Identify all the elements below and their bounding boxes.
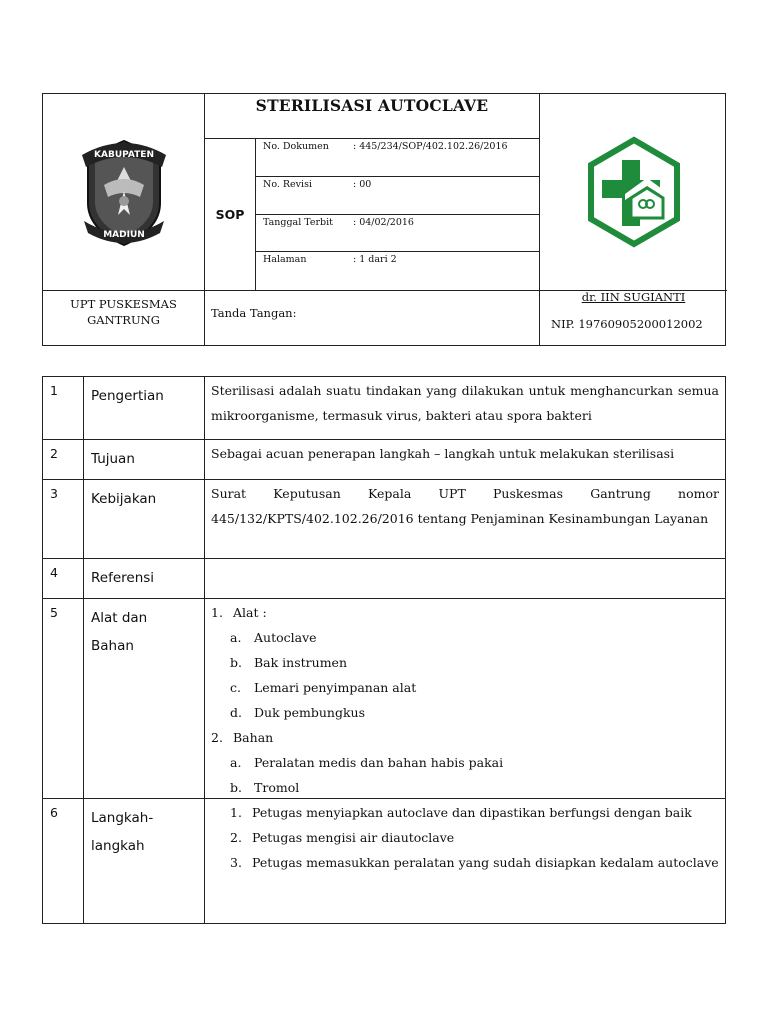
- list-text: Lemari penyimpanan alat: [254, 680, 417, 695]
- madiun-regency-emblem-icon: [74, 133, 174, 251]
- meta-key: Tanggal Terbit: [263, 216, 333, 228]
- puskesmas-logo-icon: [585, 136, 683, 248]
- institution-line-1: UPT PUSKESMAS: [70, 297, 177, 311]
- signature-label: Tanda Tangan:: [205, 290, 540, 346]
- list-item: [211, 625, 719, 650]
- list-letter: d.: [230, 705, 242, 720]
- row-text: Surat Keputusan Kepala UPT Puskesmas Gantrung nomor 445/132/KPTS/402.102.26/2016 tentang Penjaminan Kesinambungan Layanan: [211, 486, 719, 526]
- list-item: [211, 750, 719, 775]
- document-title-cell: [205, 94, 540, 139]
- table-row: [43, 599, 725, 799]
- list-letter: b.: [230, 655, 242, 670]
- meta-value: : 445/234/SOP/402.102.26/2016: [353, 141, 508, 152]
- row-label: Referensi: [84, 559, 205, 598]
- step-number: 2.: [230, 830, 242, 845]
- row-label: Tujuan: [84, 440, 205, 479]
- meta-row-revision: [256, 177, 540, 215]
- table-row: [43, 559, 725, 599]
- row-label: [84, 799, 205, 923]
- step-number: 1.: [230, 805, 242, 820]
- list-item: [211, 600, 719, 625]
- list-item: [211, 650, 719, 675]
- meta-key: No. Dokumen: [263, 141, 329, 152]
- sop-label: SOP: [205, 139, 256, 290]
- meta-row-issue-date: [256, 215, 540, 253]
- row-text: [205, 559, 725, 598]
- list-title: Alat :: [233, 605, 267, 620]
- list-letter: b.: [230, 780, 242, 795]
- row-number: 2: [43, 440, 84, 479]
- meta-value: : 1 dari 2: [353, 254, 397, 266]
- list-item: [211, 675, 719, 700]
- institution-line-2: GANTRUNG: [87, 313, 160, 327]
- step-text: Petugas mengisi air diautoclave: [252, 830, 455, 845]
- list-letter: a.: [230, 630, 242, 645]
- row-label: [84, 599, 205, 798]
- emblem-top-text: KABUPATEN: [93, 150, 154, 160]
- list-title: Bahan: [233, 730, 274, 745]
- signatory-nip: NIP. 19760905200012002: [551, 317, 703, 331]
- institution-name: [43, 290, 205, 346]
- meta-key: No. Revisi: [263, 178, 312, 190]
- row-label-line-2: langkah: [91, 838, 145, 854]
- row-text: Sebagai acuan penerapan langkah – langkah untuk melakukan sterilisasi: [211, 446, 675, 461]
- row-number: 6: [43, 799, 84, 923]
- list-letter: a.: [230, 755, 242, 770]
- list-text: Bak instrumen: [254, 655, 347, 670]
- list-letter: c.: [230, 680, 241, 695]
- row-number: 1: [43, 377, 84, 439]
- list-item: [211, 800, 719, 825]
- sop-content-table: [42, 376, 726, 924]
- list-item: [211, 725, 719, 750]
- table-row: [43, 799, 725, 924]
- list-item: [211, 850, 719, 875]
- list-text: Duk pembungkus: [254, 705, 366, 720]
- list-item: [211, 700, 719, 725]
- meta-value: : 00: [353, 178, 372, 190]
- emblem-bottom-text: MADIUN: [102, 230, 145, 240]
- meta-row-document-number: [256, 139, 540, 177]
- list-item: [211, 825, 719, 850]
- table-row: [43, 377, 725, 440]
- list-text: Peralatan medis dan bahan habis pakai: [254, 755, 504, 770]
- table-row: [43, 480, 725, 559]
- meta-row-page: [256, 252, 540, 290]
- row-number: 4: [43, 559, 84, 598]
- steps-list: [205, 799, 725, 923]
- list-text: Tromol: [254, 780, 300, 795]
- row-label: Pengertian: [84, 377, 205, 439]
- row-text: Sterilisasi adalah suatu tindakan yang dilakukan untuk menghancurkan semua mikroorganisme, termasuk virus, bakteri atau spora bakteri: [211, 383, 719, 423]
- row-number: 5: [43, 599, 84, 798]
- step-text: Petugas menyiapkan autoclave dan dipastikan berfungsi dengan baik: [252, 805, 692, 820]
- materials-list: [205, 599, 725, 798]
- puskesmas-logo-cell: [540, 94, 727, 290]
- regency-logo-cell: [43, 94, 205, 290]
- meta-key: Halaman: [263, 254, 307, 266]
- row-label-line-1: Langkah-: [91, 810, 154, 826]
- row-number: 3: [43, 480, 84, 558]
- document-meta: [256, 139, 540, 290]
- step-text: Petugas memasukkan peralatan yang sudah disiapkan kedalam autoclave: [252, 855, 719, 870]
- list-number: 2.: [211, 730, 223, 745]
- row-label-line-1: Alat dan: [91, 610, 148, 626]
- row-label: Kebijakan: [84, 480, 205, 558]
- sop-header-table: [42, 93, 726, 346]
- list-text: Autoclave: [254, 630, 317, 645]
- signatory-name: dr. IIN SUGIANTI: [581, 290, 686, 304]
- document-title: STERILISASI AUTOCLAVE: [255, 96, 489, 115]
- meta-value: : 04/02/2016: [353, 216, 414, 228]
- list-number: 1.: [211, 605, 223, 620]
- step-number: 3.: [230, 855, 242, 870]
- signatory: [540, 290, 727, 346]
- table-row: [43, 440, 725, 480]
- row-label-line-2: Bahan: [91, 638, 134, 654]
- list-item: [211, 775, 719, 800]
